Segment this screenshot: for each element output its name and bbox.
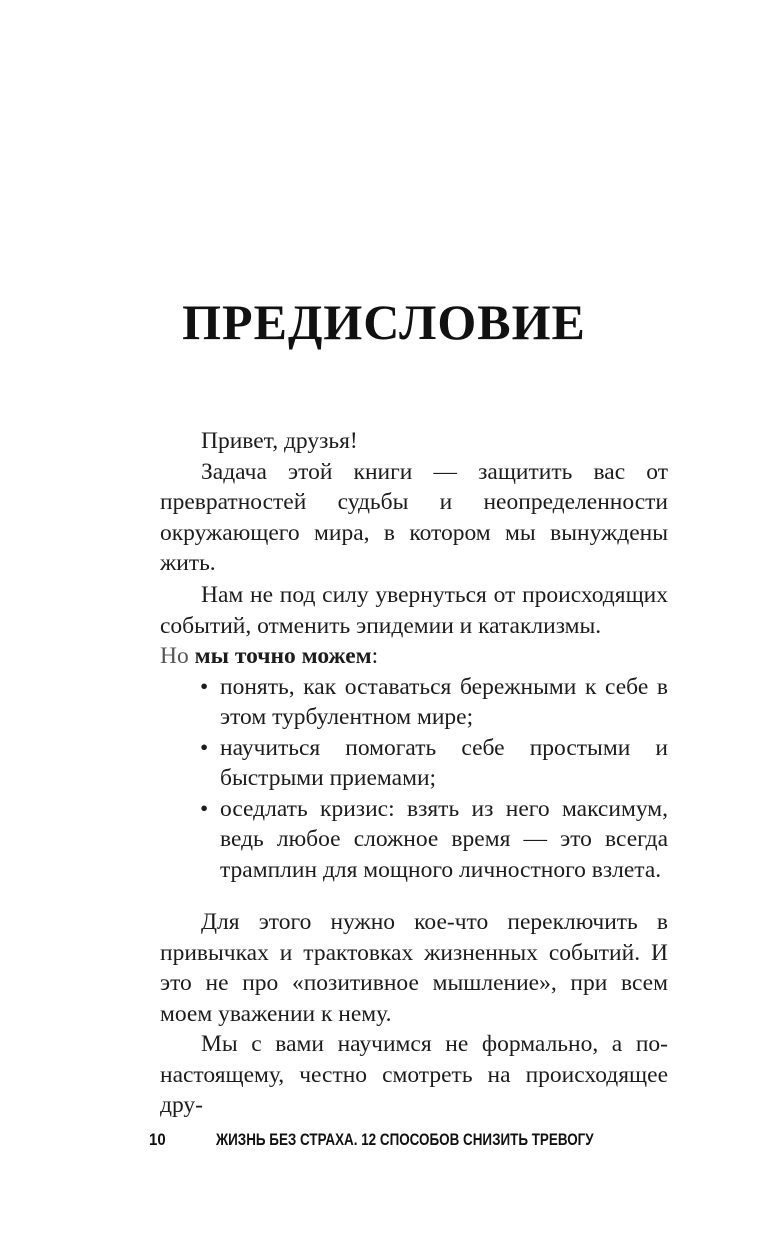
chapter-title: ПРЕДИСЛОВИЕ: [182, 294, 586, 350]
greeting: Привет, друзья!: [201, 428, 358, 454]
intro-section: [160, 426, 668, 579]
bullet-icon: •: [200, 734, 209, 761]
paragraph-habits: Для этого нужно кое-что переключить в привычках и трактовках жизненных событий. И это не про «позитивное мышление», при всем моем уважении к нему.: [160, 909, 668, 1027]
page-number: 10: [149, 1130, 166, 1149]
running-title: ЖИЗНЬ БЕЗ СТРАХА. 12 СПОСОБОВ СНИЗИТЬ ТРЕВОГУ: [216, 1130, 594, 1149]
bullet-icon: •: [200, 795, 209, 822]
but-suffix: :: [371, 643, 379, 669]
but-prefix: Но: [160, 643, 195, 669]
but-strong: мы точно можем: [194, 643, 372, 669]
list-item-text: оседлать кризис: взять из него максимум, ведь любое сложное время — это всегда трамплин для мощного личностного взлета.: [220, 795, 668, 883]
habits-section: [160, 907, 668, 1121]
list-item: [160, 672, 668, 733]
list-item-text: научиться помогать себе простыми и быстрыми приемами;: [220, 734, 668, 791]
list-item-text: понять, как оставаться бережными к себе в этом турбулентном мире;: [220, 673, 668, 730]
paragraph-continuation: Мы с вами научимся не формально, а по-настоящему, честно смотреть на происходящее дру-: [160, 1031, 668, 1118]
paragraph-purpose: Задача этой книги — защитить вас от превратностей судьбы и неопределенности окружающего мира, в котором мы вынуждены жить.: [160, 458, 668, 576]
list-item: [160, 794, 668, 886]
list-item: [160, 733, 668, 794]
paragraph-events: Нам не под силу увернуться от происходящих событий, отменить эпидемии и катаклизмы.: [160, 582, 668, 639]
paragraph-we-can: [160, 641, 668, 672]
page-footer: [0, 1130, 768, 1160]
capabilities-section: [160, 580, 668, 885]
capabilities-list: [160, 672, 668, 886]
bullet-icon: •: [200, 673, 209, 700]
